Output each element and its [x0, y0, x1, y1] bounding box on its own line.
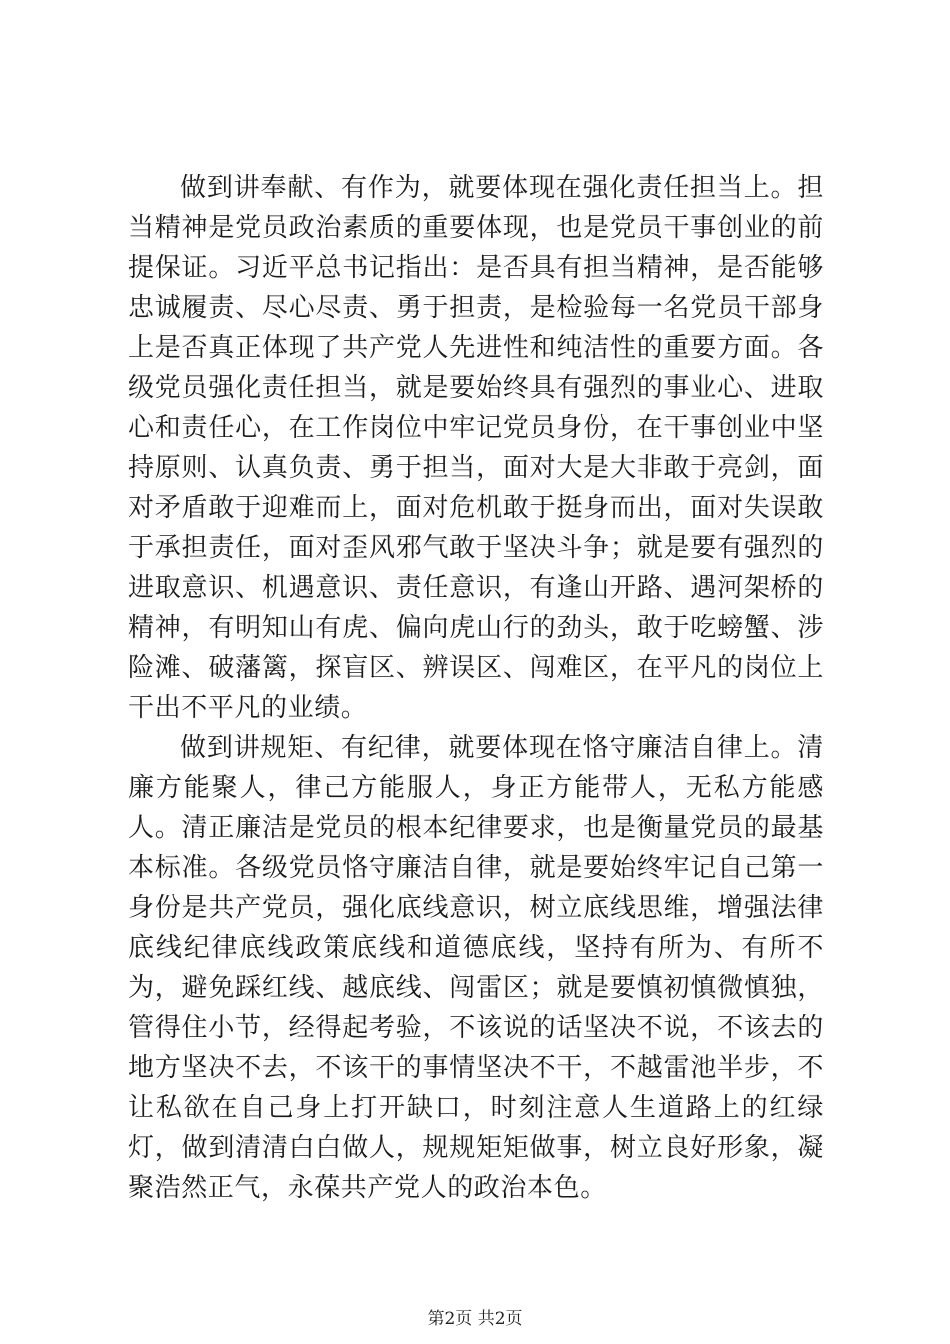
document-body	[128, 168, 824, 1208]
paragraph-discipline: 做到讲规矩、有纪律，就要体现在恪守廉洁自律上。清廉方能聚人，律己方能服人，身正方能带人，无私方能感人。清正廉洁是党员的根本纪律要求，也是衡量党员的最基本标准。各级党员恪守廉洁自律，就是要始终牢记自己第一身份是共产党员，强化底线意识，树立底线思维，增强法律底线纪律底线政策底线和道德底线，坚持有所为、有所不为，避免踩红线、越底线、闯雷区；就是要慎初慎微慎独，管得住小节，经得起考验，不该说的话坚决不说，不该去的地方坚决不去，不该干的事情坚决不干，不越雷池半步，不让私欲在自己身上打开缺口，时刻注意人生道路上的红绿灯，做到清清白白做人，规规矩矩做事，树立良好形象，凝聚浩然正气，永葆共产党人的政治本色。	[128, 733, 824, 1203]
paragraph-responsibility: 做到讲奉献、有作为，就要体现在强化责任担当上。担当精神是党员政治素质的重要体现，也是党员干事创业的前提保证。习近平总书记指出：是否具有担当精神，是否能够忠诚履责、尽心尽责、勇于担责，是检验每一名党员干部身上是否真正体现了共产党人先进性和纯洁性的重要方面。各级党员强化责任担当，就是要始终具有强烈的事业心、进取心和责任心，在工作岗位中牢记党员身份，在干事创业中坚持原则、认真负责、勇于担当，面对大是大非敢于亮剑，面对矛盾敢于迎难而上，面对危机敢于挺身而出，面对失误敢于承担责任，面对歪风邪气敢于坚决斗争；就是要有强烈的进取意识、机遇意识、责任意识，有逢山开路、遇河架桥的精神，有明知山有虎、偏向虎山行的劲头，敢于吃螃蟹、涉险滩、破藩篱，探盲区、辨误区、闯难区，在平凡的岗位上干出不平凡的业绩。	[128, 173, 824, 723]
page-footer: 第2页 共2页	[427, 1309, 523, 1329]
